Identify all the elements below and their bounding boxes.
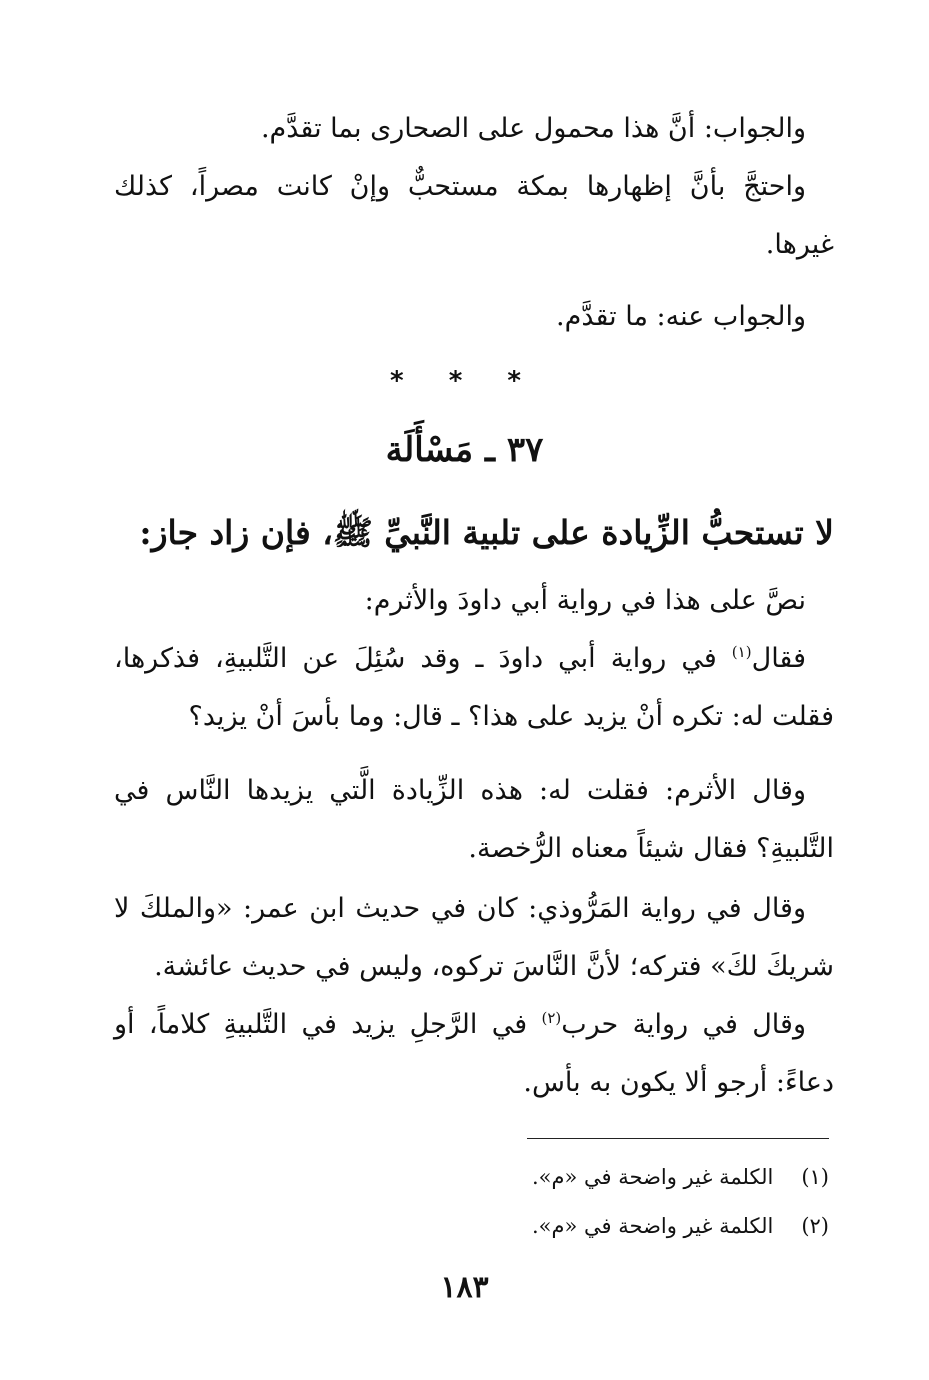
footnote-number: (٢) (801, 1214, 829, 1238)
footnote-ref-1: (١) (731, 643, 752, 661)
footnote-text: الكلمة غير واضحة في «م». (531, 1214, 774, 1238)
footnote-item (229, 1204, 829, 1248)
section-number: ٣٧ (506, 430, 544, 470)
page-number: ١٨٣ (440, 1270, 489, 1305)
issue-heading: لا تستحبُّ الزِّيادة على تلبية النَّبيِّ ﷺ، فإن زاد جاز: (139, 513, 834, 552)
text-run: في رواية أبي داودَ ـ وقد سُئِلَ عن التَّلبيةِ، فذكرها، فقلت له: تكره أنْ يزيد على هذا؟ ـ قال: وما بأسَ أنْ يزيد؟ (114, 643, 834, 732)
text-run: وقال في رواية حرب (561, 1009, 806, 1040)
footnote-number: (١) (801, 1165, 829, 1189)
paragraph-narration-abu-dawud (114, 630, 834, 746)
footnote-item (229, 1155, 829, 1199)
text-run: فقال (751, 643, 806, 674)
section-label: مَسْأَلَة (385, 430, 474, 470)
text-run: في الرَّجلِ يزيد في التَّلبيةِ كلاماً، أو دعاءً: أرجو ألا يكون به بأس. (114, 1009, 834, 1098)
paragraph-argument: واحتجَّ بأنَّ إظهارها بمكة مستحبٌّ وإنْ كانت مصراً، كذلك غيرها. (114, 171, 834, 260)
paragraph-answer: والجواب: أنَّ هذا محمول على الصحارى بما تقدَّم. (260, 113, 806, 144)
footnote-divider (527, 1138, 829, 1139)
paragraph-text: نصَّ على هذا في رواية أبي داودَ والأثرم: (364, 585, 806, 616)
paragraph-answer-short: والجواب عنه: ما تقدَّم. (556, 301, 806, 332)
section-title (0, 430, 929, 470)
footnote-ref-2: (٢) (541, 1009, 562, 1027)
section-separator: * * * (390, 366, 539, 396)
paragraph-narration-athram: وقال الأثرم: فقلت له: هذه الزِّيادة الَّتي يزيدها النَّاس في التَّلبيةِ؟ فقال شيئاً معناه الرُّخصة. (114, 775, 834, 864)
section-dash: ـ (485, 430, 495, 470)
paragraph-narration-harb (114, 996, 834, 1112)
paragraph-narration-marrudhi: وقال في رواية المَرُّوذي: كان في حديث ابن عمر: «والملكَ لا شريكَ لكَ» فتركه؛ لأنَّ النَّاسَ تركوه، وليس في حديث عائشة. (114, 893, 834, 982)
footnote-text: الكلمة غير واضحة في «م». (531, 1165, 774, 1189)
